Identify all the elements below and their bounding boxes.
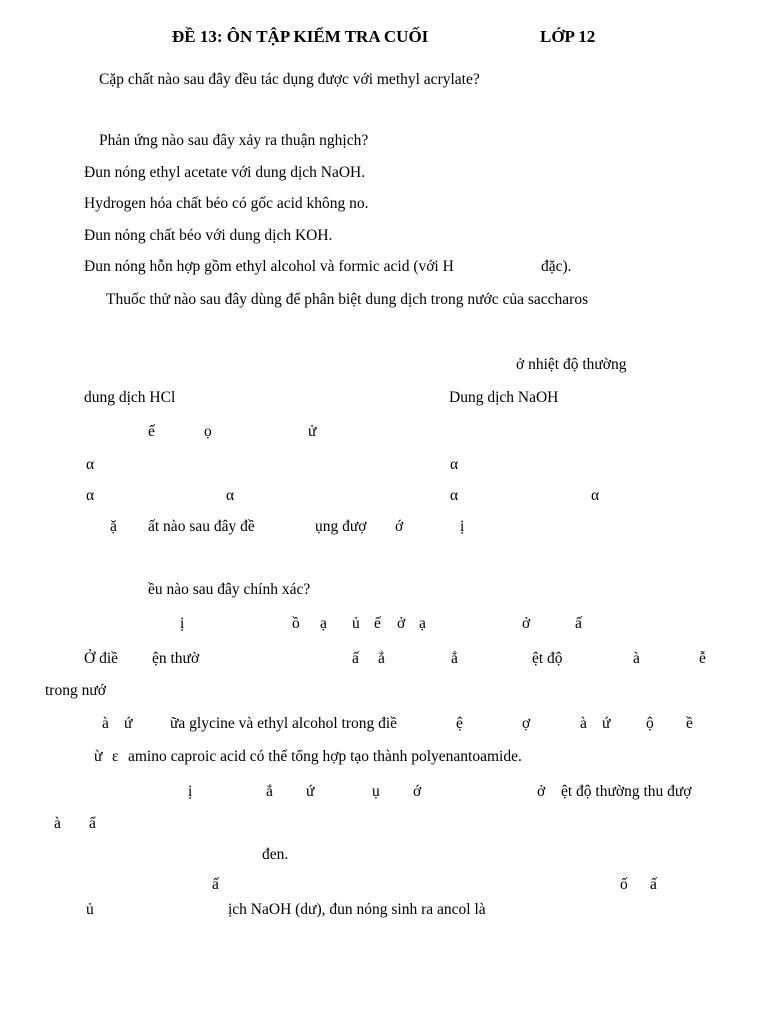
text-fragment: à [580,715,587,732]
text-fragment: ế [374,615,381,632]
text-fragment: ở [397,615,406,632]
answer-option: Đun nóng chất béo với dung dịch KOH. [84,227,333,244]
text-fragment: ắ [378,650,385,667]
text-fragment: à [54,815,61,832]
text-fragment: ủ [352,615,360,632]
question-text: Cặp chất nào sau đây đều tác dụng được với methyl acrylate? [99,71,480,88]
text-fragment: à [633,650,640,667]
text-fragment: ứ [602,715,611,732]
answer-option: dung dịch HCl [84,389,176,406]
text-fragment: trong nướ [45,682,106,699]
text-fragment: ở [522,615,531,632]
text-fragment: ứ [124,715,133,732]
text-fragment: ị [188,783,193,800]
text-fragment: ớ [413,783,422,800]
text-fragment: ử [308,423,317,440]
text-fragment: ụ [372,783,380,800]
text-fragment: ớ [395,518,404,535]
text-fragment: ữa glycine và ethyl alcohol trong điề [170,715,398,732]
text-fragment: ứ [306,783,315,800]
text-fragment: ế [148,423,155,440]
text-fragment: α [226,487,235,504]
text-fragment: ở [537,783,546,800]
text-fragment: ện thườ [152,650,200,667]
page-title: ĐỀ 13: ÔN TẬP KIỂM TRA CUỐI [172,27,429,46]
text-fragment: Ở điề [84,650,119,667]
text-fragment: α [86,456,95,473]
text-fragment: ợ [522,715,531,732]
text-fragment: ụng đượ [315,518,367,535]
text-fragment: ừ [94,748,103,765]
text-fragment: ệt độ thường thu đượ [561,783,692,800]
text-fragment: α [591,487,600,504]
text-fragment: ấ [352,650,359,667]
text-fragment: ẩ [89,815,96,832]
text-fragment: ở nhiệt độ thường [516,356,627,373]
answer-option: Đun nóng hỗn hợp gồm ethyl alcohol và formic acid (với H [84,258,454,275]
text-fragment: ắ [451,650,458,667]
grade-label: LỚP 12 [540,27,596,46]
text-fragment: ất nào sau đây đề [148,518,255,535]
text-fragment: ồ [292,615,300,632]
text-fragment: amino caproic acid có thể tổng hợp tạo thành polyenantoamide. [128,748,522,765]
answer-option: Dung dịch NaOH [449,389,559,406]
text-fragment: ộ [646,715,654,732]
text-fragment: ặ [110,518,117,535]
text-fragment: ễ [699,650,706,667]
text-fragment: α [450,456,459,473]
text-fragment: ị [180,615,185,632]
text-fragment: ấ [212,876,219,893]
text-fragment: ố [620,876,628,893]
text-fragment: đặc). [541,258,572,275]
text-fragment: ọ [204,423,212,440]
text-fragment: α [86,487,95,504]
text-fragment: ε [112,748,119,765]
text-fragment: ủ [86,901,94,918]
text-fragment: ấ [650,876,657,893]
text-fragment: ạ [419,615,426,632]
text-fragment: ịch NaOH (dư), đun nóng sinh ra ancol là [228,901,486,918]
text-fragment: ề [686,715,693,732]
question-text: Phản ứng nào sau đây xảy ra thuận nghịch? [99,132,369,149]
text-fragment: ắ [266,783,273,800]
text-fragment: đen. [262,846,289,863]
text-fragment: ạ [320,615,327,632]
question-text: Thuốc thử nào sau đây dùng để phân biệt dung dịch trong nước của saccharos [106,291,589,308]
text-fragment: ệt độ [532,650,563,667]
text-fragment: ị [460,518,465,535]
question-text: ều nào sau đây chính xác? [148,581,311,598]
text-fragment: α [450,487,459,504]
text-fragment: ệ [456,715,463,732]
text-fragment: à [102,715,109,732]
answer-option: Đun nóng ethyl acetate với dung dịch NaOH. [84,164,366,181]
answer-option: Hydrogen hóa chất béo có gốc acid không no. [84,195,369,212]
text-fragment: ấ [575,615,582,632]
